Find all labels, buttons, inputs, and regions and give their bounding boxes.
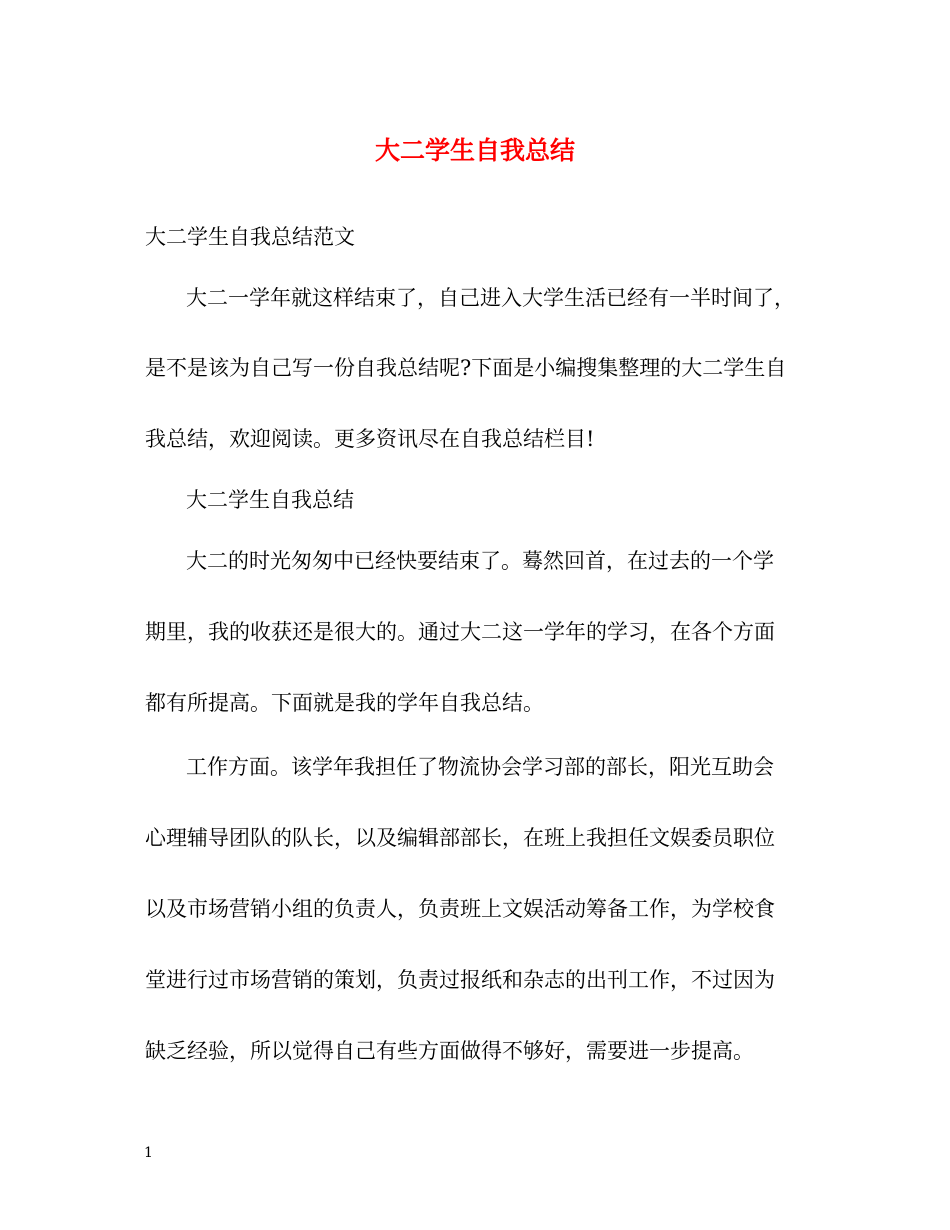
page-number: 1 bbox=[144, 1145, 153, 1161]
document-subtitle: 大二学生自我总结范文 bbox=[145, 225, 355, 249]
paragraph-line: 工作方面。该学年我担任了物流协会学习部的部长，阳光互助会 bbox=[186, 755, 774, 779]
paragraph-line: 缺乏经验，所以觉得自己有些方面做得不够好，需要进一步提高。 bbox=[145, 1039, 754, 1063]
paragraph-line: 心理辅导团队的队长，以及编辑部部长，在班上我担任文娱委员职位 bbox=[145, 826, 775, 850]
paragraph-line: 我总结，欢迎阅读。更多资讯尽在自我总结栏目! bbox=[145, 427, 595, 451]
section-heading: 大二学生自我总结 bbox=[186, 488, 354, 512]
paragraph-line: 以及市场营销小组的负责人，负责班上文娱活动筹备工作，为学校食 bbox=[145, 897, 775, 921]
document-title: 大二学生自我总结 bbox=[374, 136, 575, 165]
paragraph-line: 大二的时光匆匆中已经快要结束了。蓦然回首，在过去的一个学 bbox=[186, 549, 774, 573]
paragraph-line: 都有所提高。下面就是我的学年自我总结。 bbox=[145, 691, 544, 715]
paragraph-line: 大二一学年就这样结束了，自己进入大学生活已经有一半时间了， bbox=[186, 286, 795, 310]
paragraph-line: 堂进行过市场营销的策划，负责过报纸和杂志的出刊工作，不过因为 bbox=[145, 968, 775, 992]
paragraph-line: 是不是该为自己写一份自我总结呢?下面是小编搜集整理的大二学生自 bbox=[145, 356, 787, 380]
paragraph-line: 期里，我的收获还是很大的。通过大二这一学年的学习，在各个方面 bbox=[145, 620, 775, 644]
